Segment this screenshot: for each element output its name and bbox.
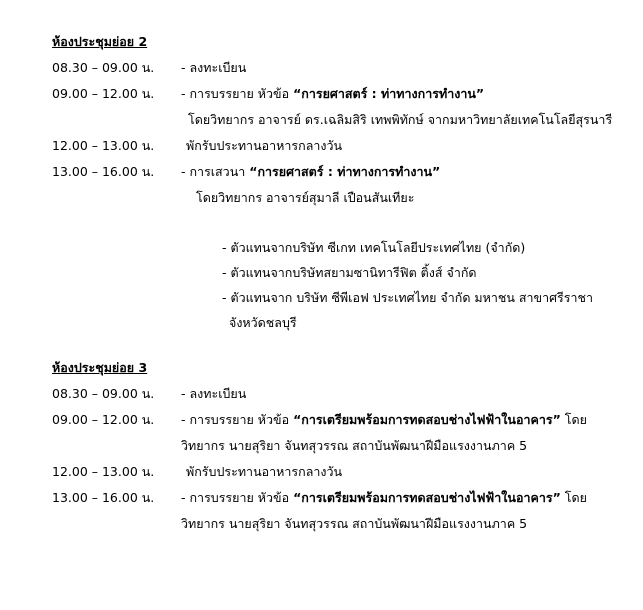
room2-panel-3-cont: จังหวัดชลบุรี — [229, 315, 297, 330]
room2-item-3: พักรับประทานอาหารกลางวัน — [186, 138, 343, 153]
room2-panel-2: - ตัวแทนจากบริษัทสยามซานิทารีฟิต ติ้งส์ จำกัด — [222, 265, 477, 280]
room3-time-2: 09.00 – 12.00 น. — [52, 412, 155, 427]
room2-item-4-topic: “การยศาสตร์ : ท่าทางการทำงาน” — [249, 164, 441, 179]
room3-item-3: พักรับประทานอาหารกลางวัน — [186, 464, 343, 479]
room2-title: ห้องประชุมย่อย 2 — [52, 34, 148, 49]
room2-item-4 — [181, 162, 440, 182]
room2-item-2-topic: “การยศาสตร์ : ท่าทางการทำงาน” — [293, 86, 485, 101]
room2-time-2: 09.00 – 12.00 น. — [52, 86, 155, 101]
room2-item-4-speaker: โดยวิทยากร อาจารย์สุมาลี เปือนสันเทียะ — [196, 190, 415, 205]
room3-item-4-topic: “การเตรียมพร้อมการทดสอบช่างไฟฟ้าในอาคาร” — [293, 490, 561, 505]
room2-item-2-speaker: โดยวิทยากร อาจารย์ ดร.เฉลิมสิริ เทพพิทักษ์ จากมหาวิทยาลัยเทคโนโลยีสุรนารี — [188, 112, 613, 127]
room2-item-1: - ลงทะเบียน — [181, 60, 247, 75]
room2-time-4: 13.00 – 16.00 น. — [52, 164, 155, 179]
room3-item-4 — [181, 488, 587, 508]
room3-item-1: - ลงทะเบียน — [181, 386, 247, 401]
room2-item-2 — [181, 84, 484, 104]
room2-time-3: 12.00 – 13.00 น. — [52, 138, 155, 153]
room3-item-2-pre: - การบรรยาย หัวข้อ — [181, 412, 294, 427]
room3-time-3: 12.00 – 13.00 น. — [52, 464, 155, 479]
room3-item-2-post: โดย — [560, 412, 587, 427]
room3-item-4-post: โดย — [560, 490, 587, 505]
room3-title: ห้องประชุมย่อย 3 — [52, 360, 148, 375]
room2-time-1: 08.30 – 09.00 น. — [52, 60, 155, 75]
room2-panel-1: - ตัวแทนจากบริษัท ซีเกท เทคโนโลยีประเทศไทย (จำกัด) — [222, 240, 526, 255]
room3-item-2-speaker: วิทยากร นายสุริยา จันทสุวรรณ สถาบันพัฒนาฝีมือแรงงานภาค 5 — [181, 438, 528, 453]
room3-item-2 — [181, 410, 587, 430]
room3-item-2-topic: “การเตรียมพร้อมการทดสอบช่างไฟฟ้าในอาคาร” — [293, 412, 561, 427]
room3-time-1: 08.30 – 09.00 น. — [52, 386, 155, 401]
room2-item-2-pre: - การบรรยาย หัวข้อ — [181, 86, 294, 101]
room2-item-4-pre: - การเสวนา — [181, 164, 250, 179]
room3-time-4: 13.00 – 16.00 น. — [52, 490, 155, 505]
room3-item-4-pre: - การบรรยาย หัวข้อ — [181, 490, 294, 505]
room3-item-4-speaker: วิทยากร นายสุริยา จันทสุวรรณ สถาบันพัฒนาฝีมือแรงงานภาค 5 — [181, 516, 528, 531]
room2-panel-3: - ตัวแทนจาก บริษัท ซีพีเอฟ ประเทศไทย จำกัด มหาชน สาขาศรีราชา — [222, 290, 594, 305]
